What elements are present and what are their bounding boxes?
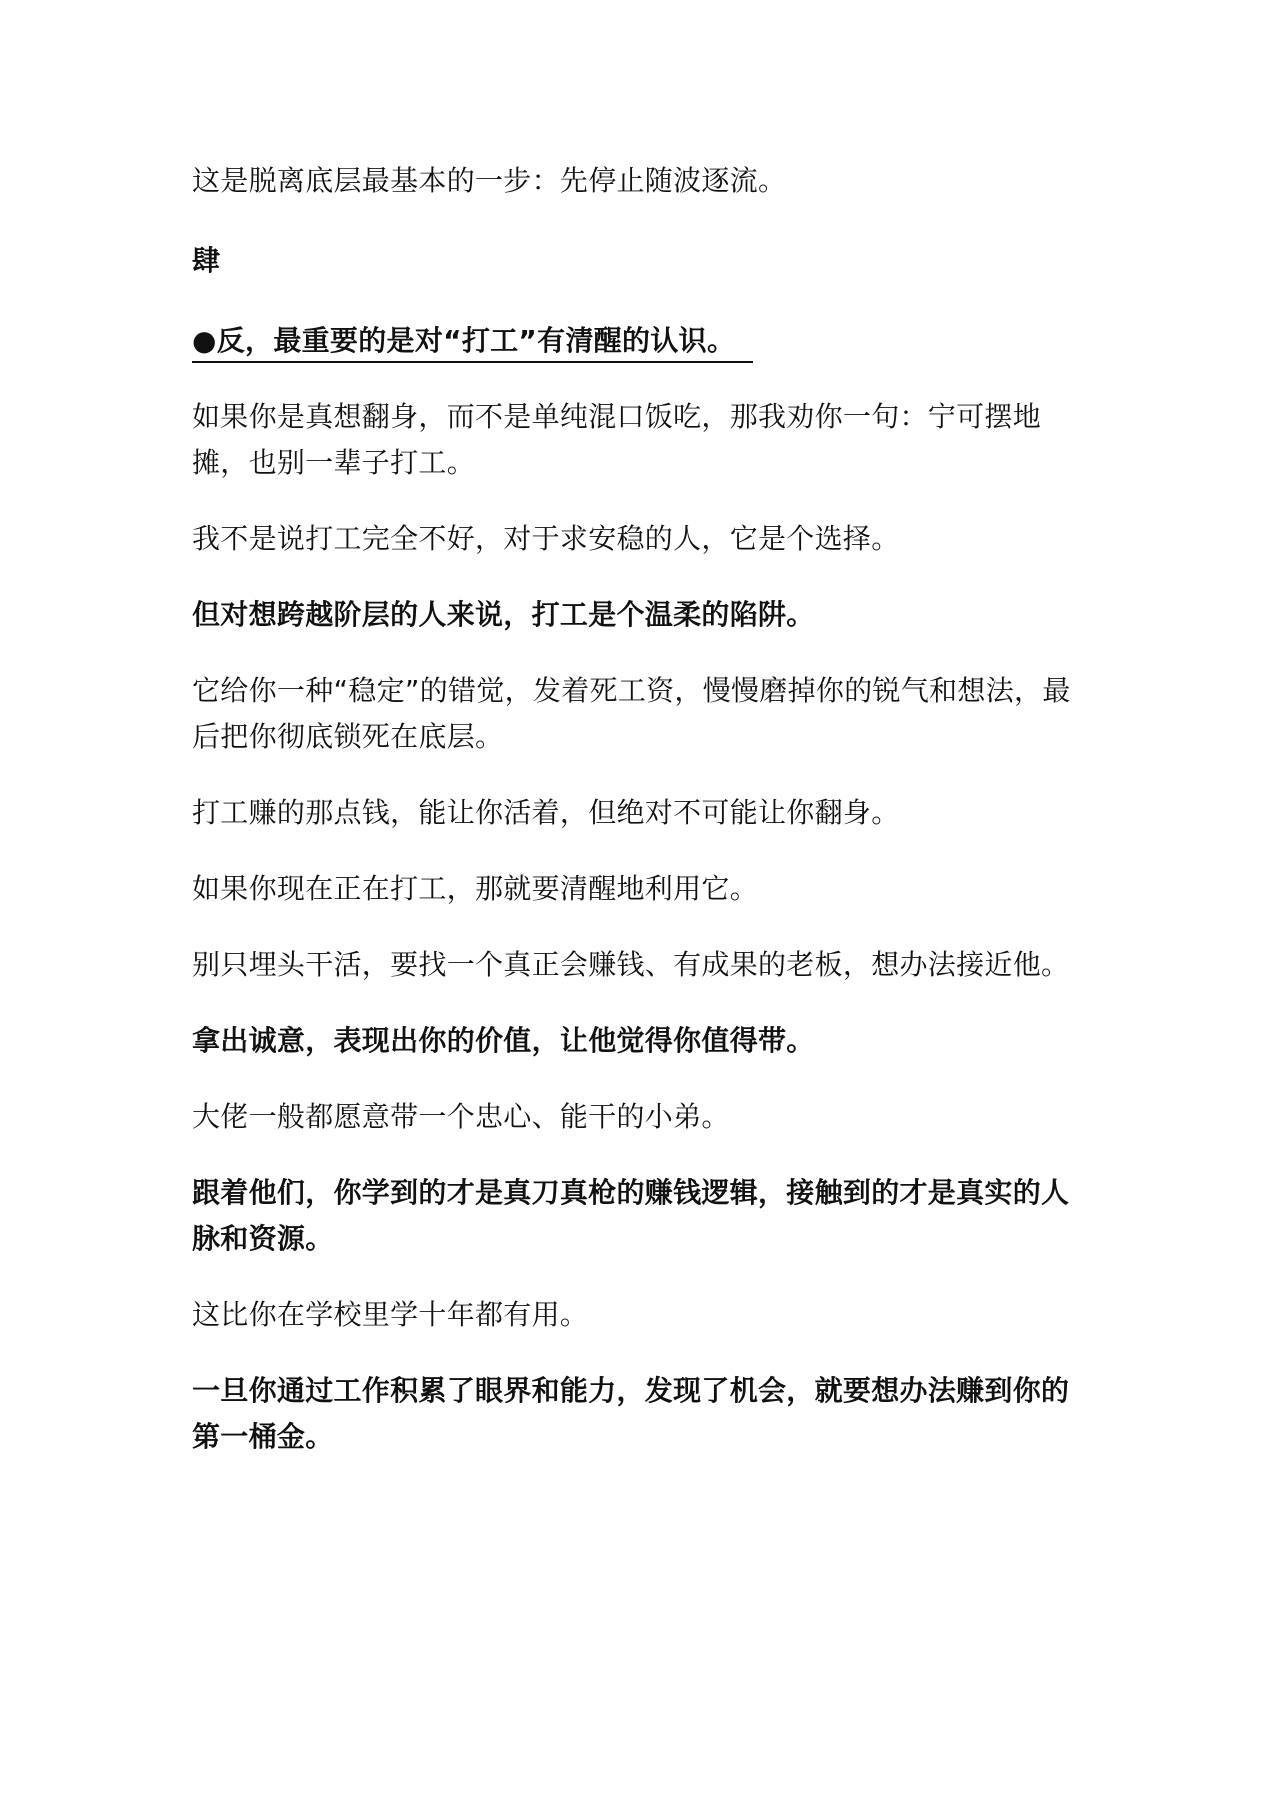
section-number: 肆 <box>192 244 221 277</box>
paragraph-body: 大佬一般都愿意带一个忠心、能干的小弟。 <box>192 1100 730 1133</box>
paragraph-body: 打工赚的那点钱，能让你活着，但绝对不可能让你翻身。 <box>192 796 900 829</box>
paragraph-intro: 这是脱离底层最基本的一步：先停止随波逐流。 <box>192 164 787 197</box>
paragraph-emphasis: 但对想跨越阶层的人来说，打工是个温柔的陷阱。 <box>192 598 815 631</box>
section-heading <box>192 318 1097 364</box>
paragraph-body: 如果你现在正在打工，那就要清醒地利用它。 <box>192 872 759 905</box>
paragraph-body: 这比你在学校里学十年都有用。 <box>192 1298 589 1331</box>
section-heading-text: ●反，最重要的是对“打工”有清醒的认识。 <box>192 321 753 363</box>
paragraph-body: 如果你是真想翻身，而不是单纯混口饭吃，那我劝你一句：宁可摆地摊，也别一辈子打工。 <box>192 400 1042 479</box>
paragraph-emphasis: 一旦你通过工作积累了眼界和能力，发现了机会，就要想办法赚到你的第一桶金。 <box>192 1374 1070 1453</box>
paragraph-emphasis: 拿出诚意，表现出你的价值，让他觉得你值得带。 <box>192 1024 815 1057</box>
paragraph-body: 它给你一种“稳定”的错觉，发着死工资，慢慢磨掉你的锐气和想法，最后把你彻底锁死在底层。 <box>192 674 1071 753</box>
document-body <box>192 158 1097 1460</box>
paragraph-emphasis: 跟着他们，你学到的才是真刀真枪的赚钱逻辑，接触到的才是真实的人脉和资源。 <box>192 1176 1070 1255</box>
paragraph-body: 别只埋头干活，要找一个真正会赚钱、有成果的老板，想办法接近他。 <box>192 948 1070 981</box>
paragraph-body: 我不是说打工完全不好，对于求安稳的人，它是个选择。 <box>192 522 900 555</box>
